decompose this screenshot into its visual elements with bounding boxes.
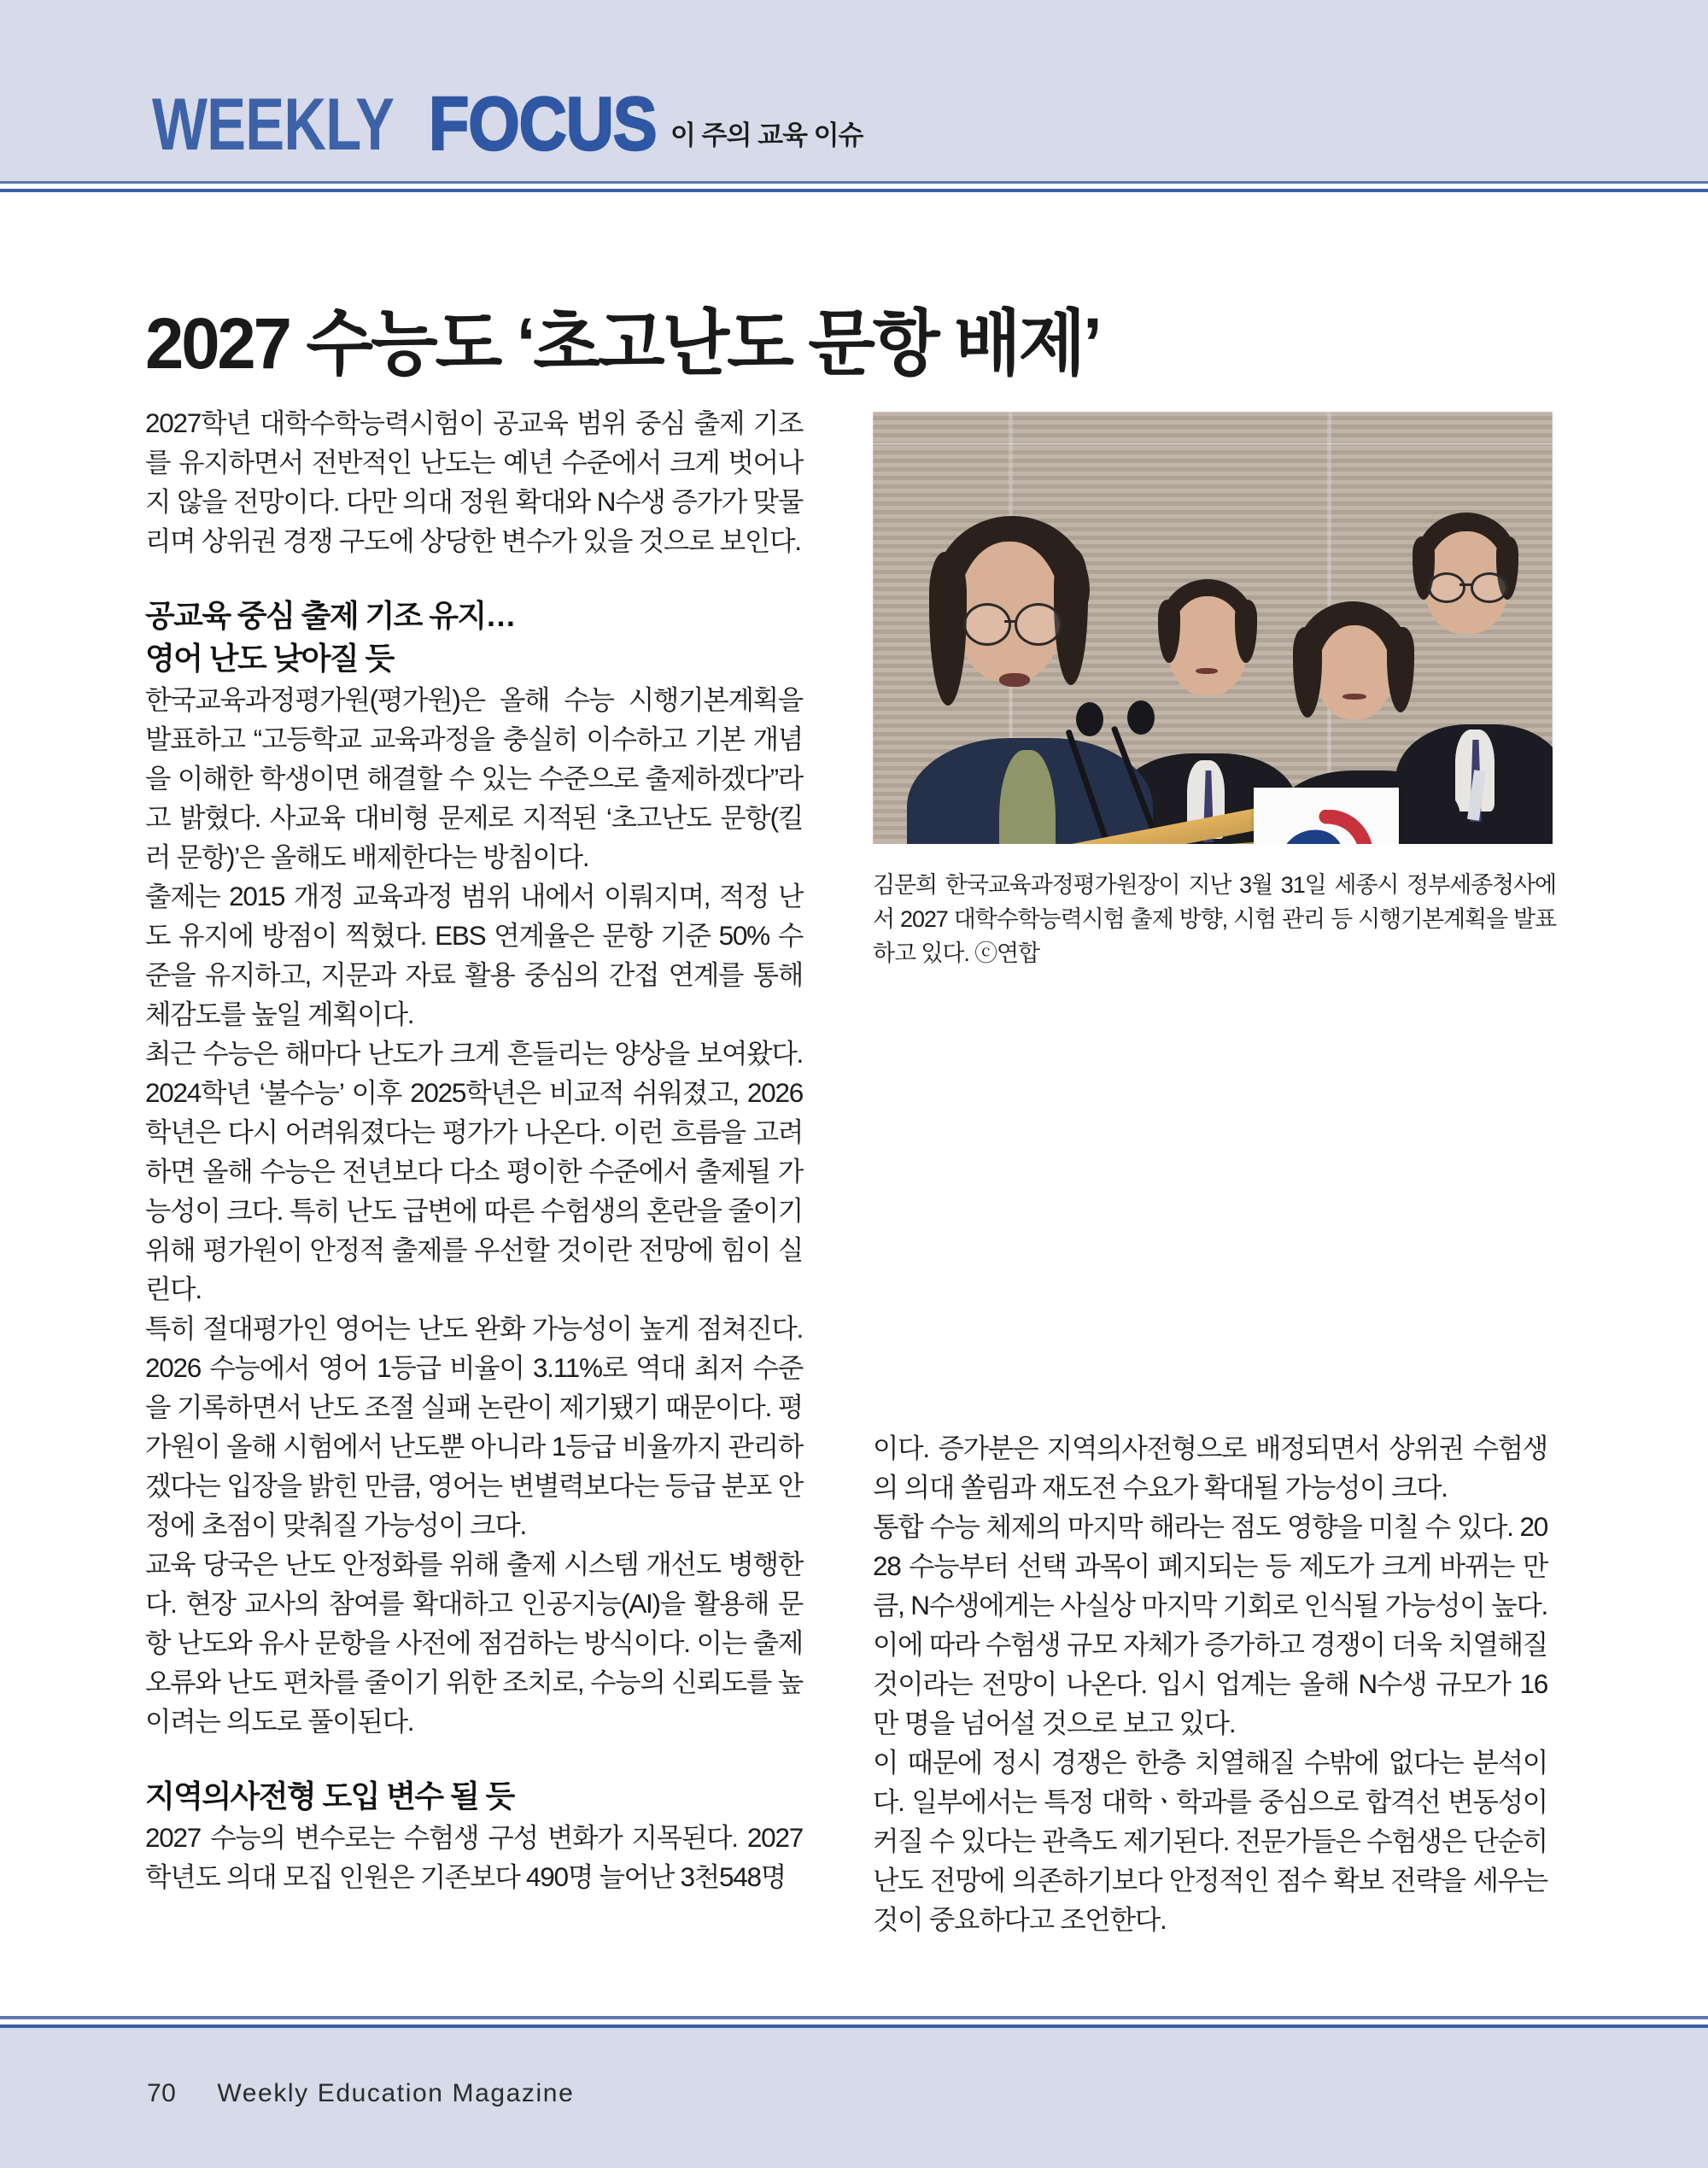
left-text-column <box>145 403 803 1896</box>
footer-content <box>147 2079 574 2108</box>
header-divider-rule <box>0 181 1708 193</box>
article-headline: 2027 수능도 ‘초고난도 문항 배제’ <box>145 303 1100 384</box>
right-text-column <box>873 1428 1547 1939</box>
paragraph-english-grade: 특히 절대평가인 영어는 난도 완화 가능성이 높게 점쳐진다. 2026 수능에서 영어 1등급 비율이 3.11%로 역대 최저 수준을 기록하면서 난도 조절 실패 논란이 제기됐기 때문이다. 평가원이 올해 시험에서 난도뿐 아니라 1등급 비율까지 관리하겠다는 입장을 밝힌 만큼, 영어는 변별력보다는 등급 분포 안정에 초점이 맞춰질 가능성이 크다. <box>145 1313 803 1540</box>
paragraph-last-integrated-exam: 통합 수능 체제의 마지막 해라는 점도 영향을 미칠 수 있다. 2028 수능부터 선택 과목이 폐지되는 등 제도가 크게 바뀌는 만큼, N수생에게는 사실상 마지막 기회로 인식될 가능성이 높다. 이에 따라 수험생 규모 자체가 증가하고 경쟁이 더욱 치열해질 것이라는 전망이 나온다. 입시 업계는 올해 N수생 규모가 16만 명을 넘어설 것으로 보고 있다. <box>873 1511 1547 1738</box>
masthead-weekly-word: WEEKLY <box>152 84 395 167</box>
page-number: 70 <box>147 2079 177 2107</box>
photo-speaker-glasses <box>963 603 1011 646</box>
paragraph-competition-outlook: 이 때문에 정시 경쟁은 한층 치열해질 수밖에 없다는 분석이다. 일부에서는 특정 대학ㆍ학과를 중심으로 합격선 변동성이 커질 수 있다는 관측도 제기된다. 전문가들은 수험생은 단순히 난도 전망에 의존하기보다 안정적인 점수 확보 전략을 세우는 것이 중요하다고 조언한다. <box>873 1747 1547 1935</box>
subheading-1-line-1: 공교육 중심 출제 기조 유지… <box>145 598 515 633</box>
masthead-logo <box>152 81 863 167</box>
header-rule-line-lower <box>0 189 1708 192</box>
paragraph-medical-quota: 2027 수능의 변수로는 수험생 구성 변화가 지목된다. 2027학년도 의대 모집 인원은 기존보다 490명 늘어난 3천548명 <box>145 1822 803 1892</box>
footer-divider-rule <box>0 2016 1708 2028</box>
photo-background-wall <box>873 412 1553 844</box>
footer-rule-line-upper <box>0 2016 1708 2019</box>
photo-caption: 김문희 한국교육과정평가원장이 지난 3월 31일 세종시 정부세종청사에서 2027 대학수학능력시험 출제 방향, 시험 관리 등 시행기본계획을 발표하고 있다. ⓒ연합 <box>873 872 1556 966</box>
paragraph-intro: 2027학년 대학수학능력시험이 공교육 범위 중심 출제 기조를 유지하면서 전반적인 난도는 예년 수준에서 크게 벗어나지 않을 전망이다. 다만 의대 정원 확대와 N수생 증가가 맞물리며 상위권 경쟁 구도에 상당한 변수가 있을 것으로 보인다. <box>145 407 803 556</box>
taegeuk-icon <box>1279 810 1373 844</box>
paragraph-exam-system: 교육 당국은 난도 안정화를 위해 출제 시스템 개선도 병행한다. 현장 교사의 참여를 확대하고 인공지능(AI)을 활용해 문항 난도와 유사 문항을 사전에 점검하는 방식이다. 이는 출제 오류와 난도 편차를 줄이기 위한 조치로, 수능의 신뢰도를 높이려는 의도로 풀이된다. <box>145 1549 803 1737</box>
press-conference-photo <box>873 412 1553 844</box>
header-rule-line-upper <box>0 181 1708 184</box>
subheading-1-line-2: 영어 난도 낮아질 듯 <box>145 641 394 676</box>
magazine-name: Weekly Education Magazine <box>217 2079 575 2107</box>
paragraph-regional-doctor-quota: 이다. 증가분은 지역의사전형으로 배정되면서 상위권 수험생의 의대 쏠림과 재도전 수요가 확대될 가능성이 크다. <box>873 1433 1547 1503</box>
photo-glasses-back-right <box>1428 572 1465 603</box>
photo-podium-sign <box>1254 788 1399 844</box>
masthead-subtitle: 이 주의 교육 이슈 <box>670 120 863 151</box>
paragraph-ebs-linkage: 출제는 2015 개정 교육과정 범위 내에서 이뤄지며, 적정 난도 유지에 방점이 찍혔다. EBS 연계율은 문항 기준 50% 수준을 유지하고, 지문과 자료 활용 중심의 간접 연계를 통해 체감도를 높일 계획이다. <box>145 881 803 1029</box>
subhead-group-1 <box>145 595 803 680</box>
masthead-band <box>0 0 1708 181</box>
subheading-2: 지역의사전형 도입 변수 될 듯 <box>145 1778 514 1814</box>
paragraph-evaluation-institute: 한국교육과정평가원(평가원)은 올해 수능 시행기본계획을 발표하고 “고등학교 교육과정을 충실히 이수하고 기본 개념을 이해한 학생이면 해결할 수 있는 수준으로 출제하겠다”라고 밝혔다. 사교육 대비형 문제로 지적된 ‘초고난도 문항(킬러 문항)’은 올해도 배제한다는 방침이다. <box>145 684 803 872</box>
paragraph-difficulty-trend: 최근 수능은 해마다 난도가 크게 흔들리는 양상을 보여왔다. 2024학년 ‘불수능’ 이후 2025학년은 비교적 쉬워졌고, 2026학년은 다시 어려워졌다는 평가가 나온다. 이런 흐름을 고려하면 올해 수능은 전년보다 다소 평이한 수준에서 출제될 가능성이 크다. 특히 난도 급변에 따른 수험생의 혼란을 줄이기 위해 평가원이 안정적 출제를 우선할 것이란 전망에 힘이 실린다. <box>145 1038 803 1304</box>
masthead-focus-word: FOCUS <box>429 81 657 167</box>
